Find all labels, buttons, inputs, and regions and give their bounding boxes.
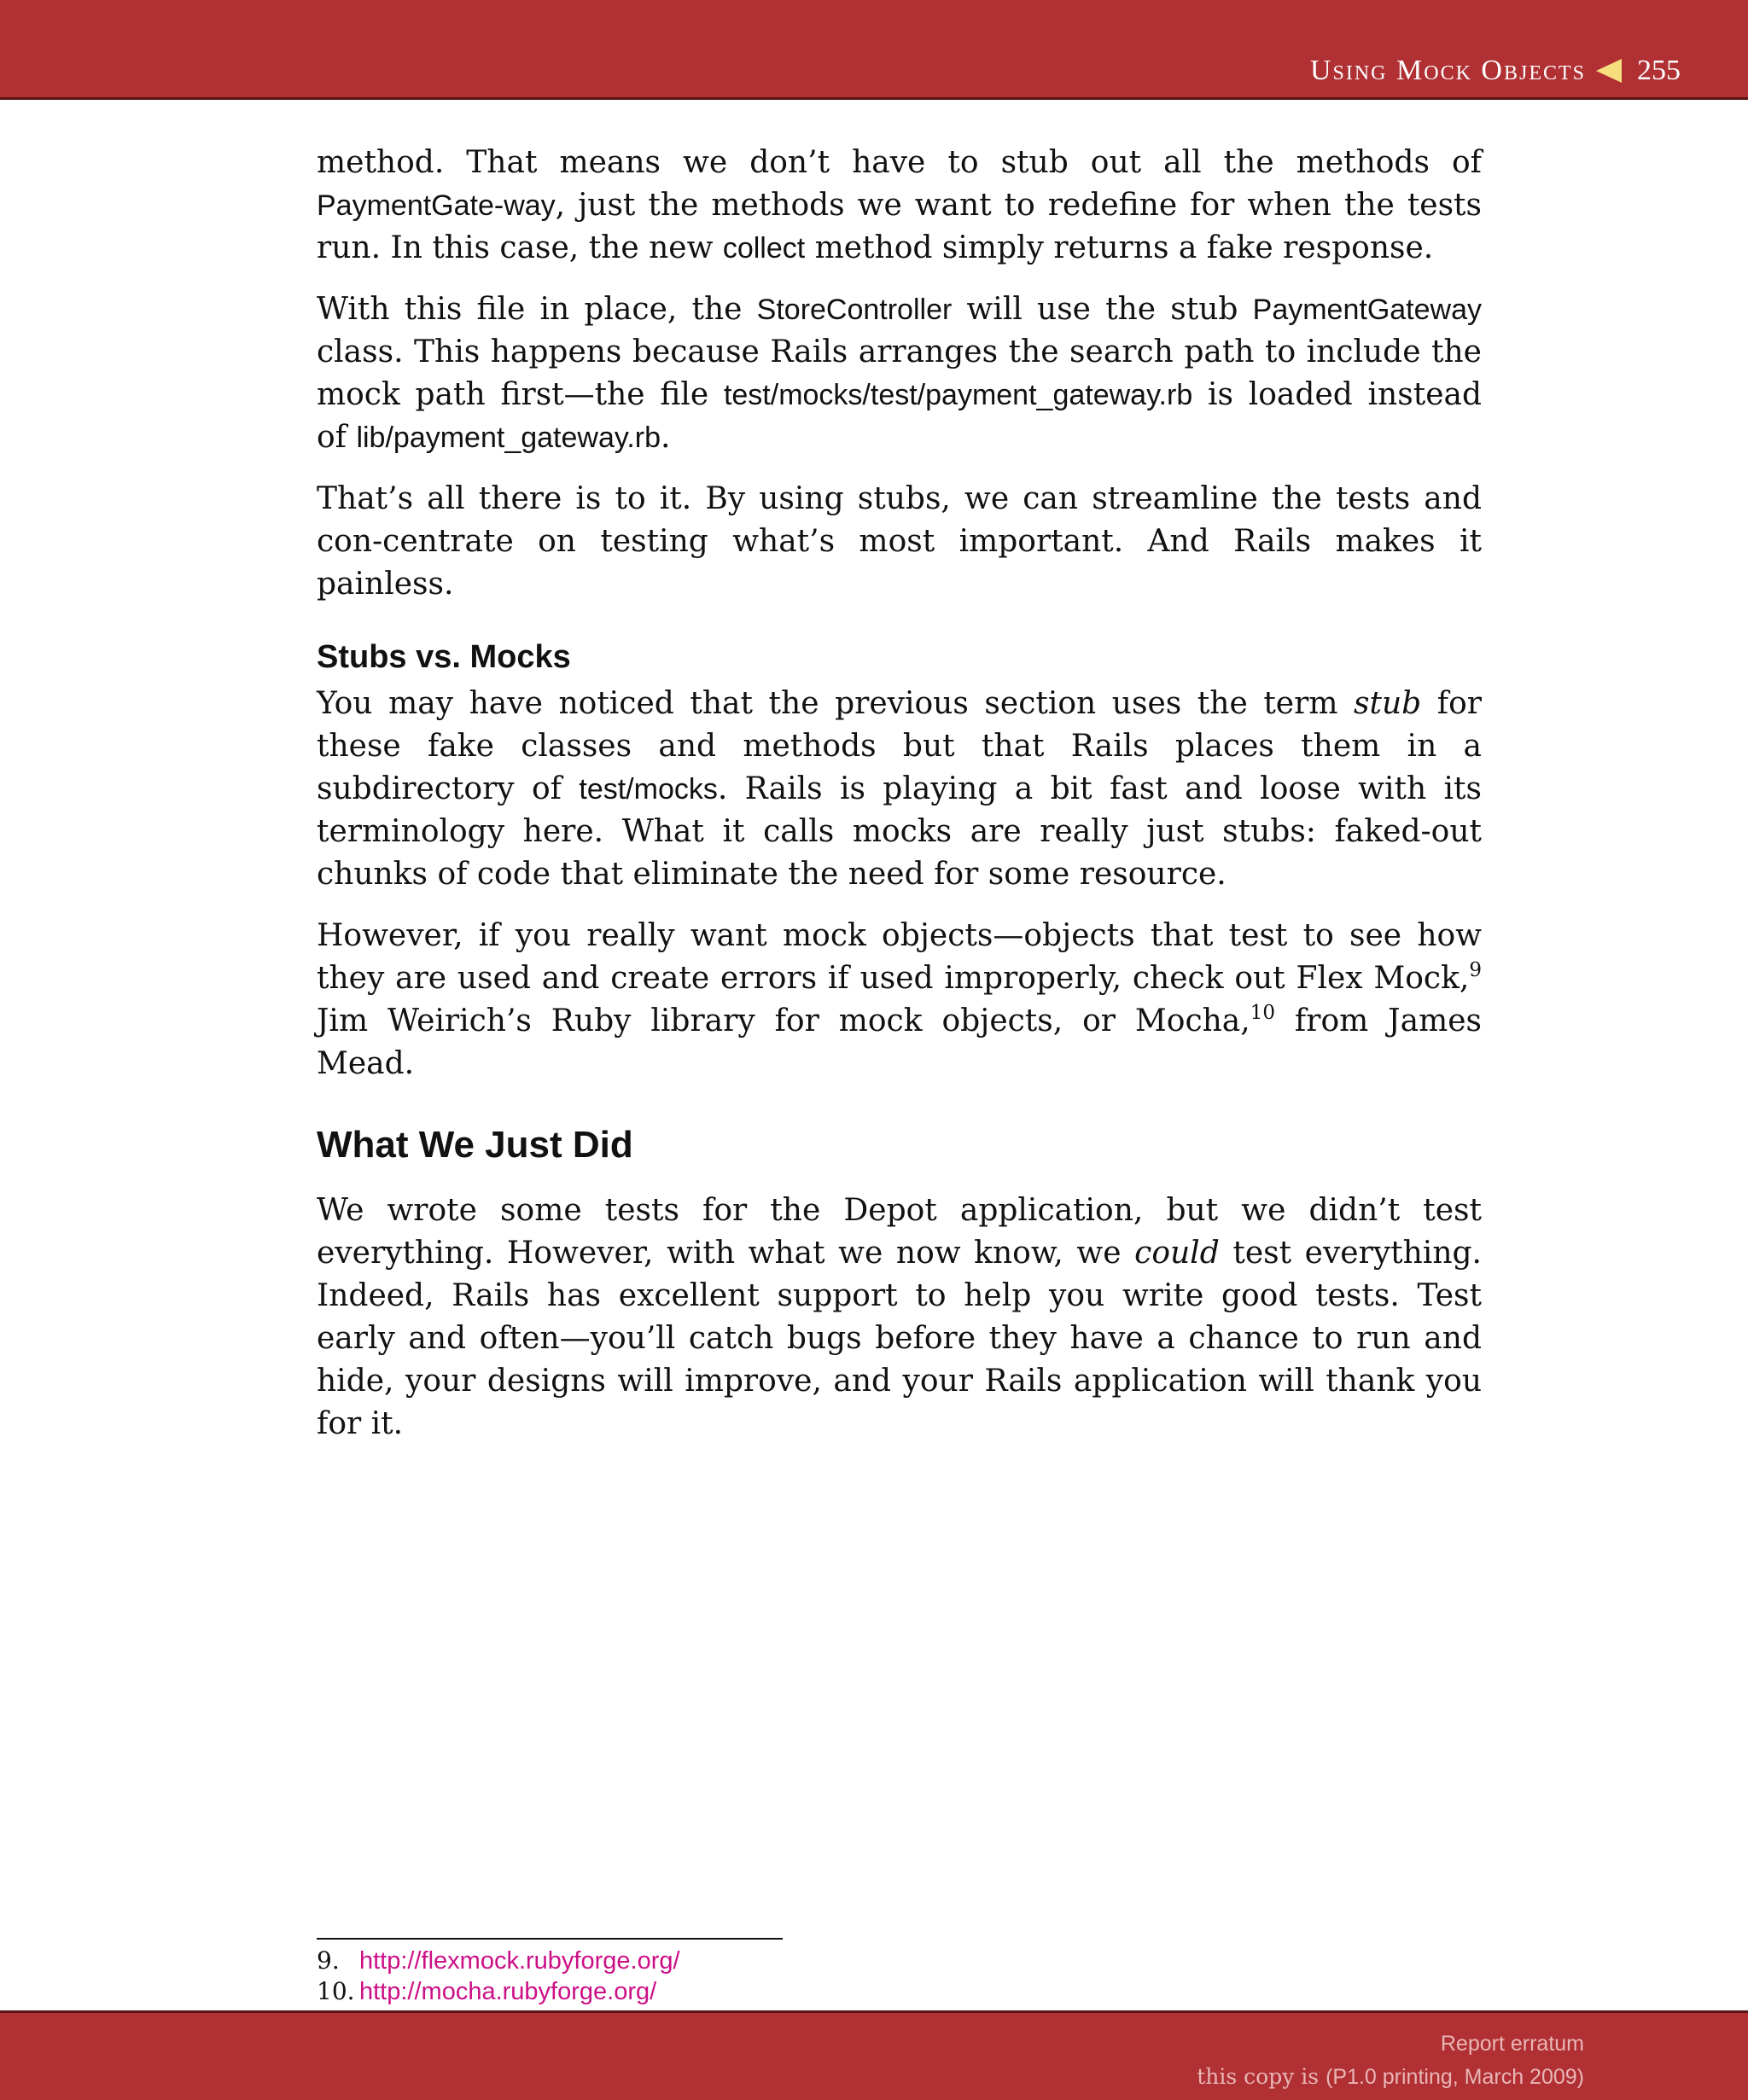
footnote-number: 10. [317, 1977, 355, 2005]
paragraph-conclusion-stubs: That’s all there is to it. By using stubs, we can streamline the tests and con-centrate on testing what’s most important. And Rails makes it painless. [317, 481, 1482, 602]
code-file-path: test/mocks [579, 773, 718, 806]
text-run: from James Mead. [317, 1003, 1482, 1081]
emphasized-term: stub [1354, 686, 1422, 721]
section-heading-stubs-vs-mocks: Stubs vs. Mocks [317, 639, 571, 675]
footnote-marker[interactable]: 9 [1469, 959, 1482, 981]
copy-notice [1197, 2064, 1584, 2090]
code-file-path: test/mocks/test/payment_gateway.rb [723, 379, 1193, 411]
text-run: for these fake classes and methods but that Rails places them in a subdirectory of [317, 686, 1483, 806]
paragraph-summary [317, 1190, 1482, 1446]
text-run: is loaded instead of [317, 377, 1483, 455]
text-run: You may have noticed that the previous section uses the term [317, 686, 1355, 721]
paragraph-search-path [317, 288, 1482, 459]
footnote-number: 9. [317, 1946, 340, 1975]
text-run: We wrote some tests for the Depot application, but we didn’t test everything. However, with what we now know, we [317, 1193, 1482, 1271]
text-run: test everything. Indeed, Rails has excellent support to help you write good tests. Test early and often—you’ll catch bugs before they have a chance to run and hide, your designs will improve, and your Rails application will thank you for it. [317, 1236, 1482, 1441]
code-file-path: lib/payment_gateway.rb [356, 422, 661, 454]
code-class-name: StoreController [756, 294, 953, 326]
text-run: will use the stub [952, 292, 1253, 327]
text-run: . [661, 420, 671, 455]
paragraph-mock-libraries [317, 915, 1482, 1085]
code-method-name: collect [722, 232, 806, 265]
page-header-bar [0, 0, 1748, 100]
footnote-marker[interactable]: 10 [1250, 1002, 1275, 1024]
paragraph-terminology [317, 683, 1482, 896]
page-footer-bar [0, 2010, 1748, 2100]
text-run: However, if you really want mock objects—objects that test to see how they are used and create errors if used improperly, check out Flex Mock, [317, 918, 1482, 996]
code-class-name: PaymentGateway [1252, 294, 1482, 326]
text-run: method. That means we don’t have to stub out all the methods of [317, 145, 1482, 180]
report-erratum-link[interactable]: Report erratum [1440, 2032, 1584, 2056]
footnote-divider [317, 1938, 783, 1940]
footnote-link[interactable]: http://flexmock.rubyforge.org/ [359, 1947, 680, 1975]
page-content [317, 142, 1482, 1464]
emphasized-term: could [1134, 1236, 1220, 1271]
printing-info: (P1.0 printing, March 2009) [1326, 2065, 1584, 2089]
code-class-name: PaymentGate-way [317, 189, 556, 222]
page-number: 255 [1637, 55, 1681, 86]
paragraph-stub-intro [317, 142, 1482, 270]
section-heading-what-we-just-did: What We Just Did [317, 1124, 633, 1166]
text-run: class. This happens because Rails arranges the search path to include the mock path first—the file [317, 334, 1482, 412]
copy-prefix: this copy is [1197, 2064, 1326, 2089]
footnote-item [317, 1946, 680, 1976]
running-head: Using Mock Objects [1309, 55, 1586, 86]
footnote-item [317, 1976, 656, 2007]
text-run: , just the methods we want to redefine for when the tests run. In this case, the new [317, 188, 1482, 265]
page-arrow-icon [1596, 59, 1622, 83]
text-run: . Rails is playing a bit fast and loose with its terminology here. What it calls mocks are really just stubs: faked-out chunks of code that eliminate the need for some resource. [317, 771, 1482, 892]
footnote-link[interactable]: http://mocha.rubyforge.org/ [359, 1978, 657, 2005]
text-run: With this file in place, the [317, 292, 757, 327]
text-run: Jim Weirich’s Ruby library for mock objects, or Mocha, [317, 1003, 1250, 1038]
text-run: method simply returns a fake response. [805, 230, 1434, 265]
